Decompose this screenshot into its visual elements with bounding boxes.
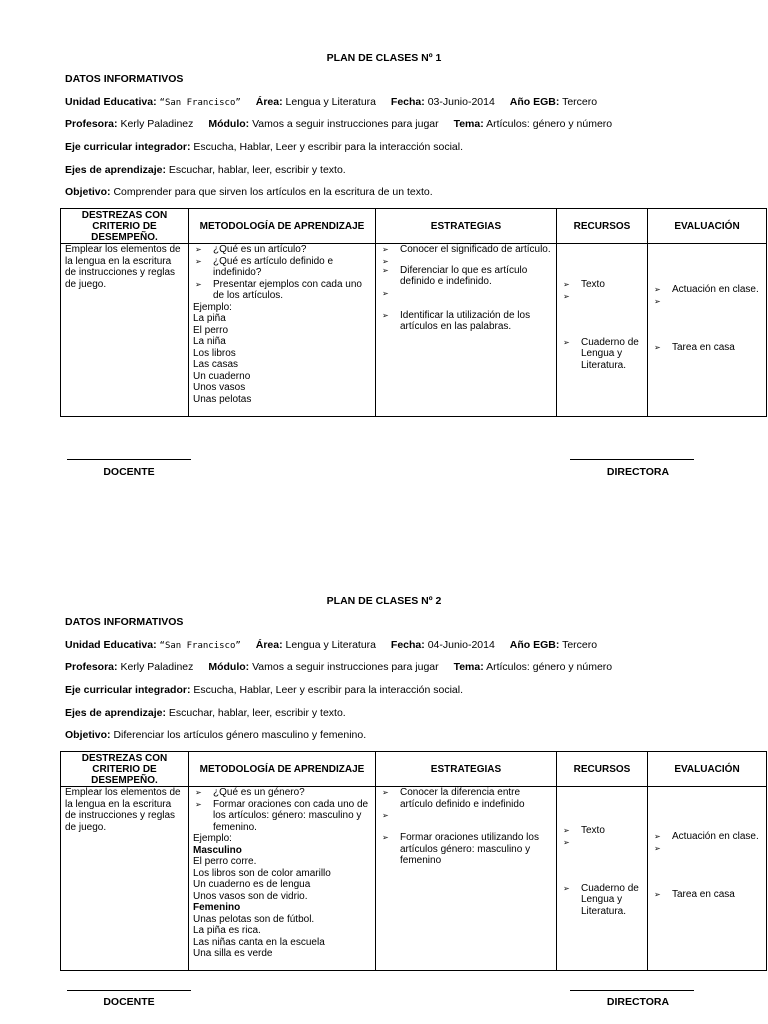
header-estrategias: ESTRATEGIAS <box>376 752 557 787</box>
directora-signature-line <box>570 459 694 460</box>
list-item: ➢ Presentar ejemplos con cada uno de los artículos. <box>193 279 371 302</box>
plan-table <box>60 751 767 971</box>
datos-informativos-heading: DATOS INFORMATIVOS <box>65 73 184 85</box>
metodologia-cell <box>189 787 376 971</box>
list-item: Las casas <box>193 359 239 370</box>
header-destrezas: DESTREZAS CON CRITERIO DE DESEMPEÑO. <box>61 752 189 787</box>
list-item: La piña es rica. <box>193 925 261 936</box>
list-item: ➢ Cuaderno de Lengua y Literatura. <box>561 337 643 372</box>
header-destrezas: DESTREZAS CON CRITERIO DE DESEMPEÑO. <box>61 209 189 244</box>
list-item: Una silla es verde <box>193 948 273 959</box>
list-item: ➢ ¿Qué es artículo definido e indefinido? <box>193 256 371 279</box>
evaluacion-cell <box>648 787 767 971</box>
list-item: ➢ Cuaderno de Lengua y Literatura. <box>561 883 643 918</box>
list-item: Los libros son de color amarillo <box>193 867 331 879</box>
info-line-unidad: Unidad Educativa: “San Francisco” Área: Lengua y Literatura Fecha: 04-Junio-2014 Año EGB: Tercero <box>65 639 598 651</box>
list-item: ➢ Texto <box>561 825 643 837</box>
list-item: ➢ Formar oraciones utilizando los artículos género: masculino y femenino <box>380 832 552 867</box>
list-item: Las niñas canta en la escuela <box>193 936 325 948</box>
list-item: ➢ ¿Qué es un género? <box>193 787 371 799</box>
estrategias-cell <box>376 787 557 971</box>
datos-informativos-heading: DATOS INFORMATIVOS <box>65 616 184 628</box>
list-item: ➢ Texto <box>561 279 643 291</box>
list-item: Unas pelotas <box>193 393 252 405</box>
info-line-objetivo: Objetivo: Diferenciar los artículos género masculino y femenino. <box>65 729 367 741</box>
plan-title: PLAN DE CLASES Nº 2 <box>326 595 442 607</box>
list-item: ➢ Actuación en clase. <box>652 831 762 843</box>
info-line-unidad: Unidad Educativa: “San Francisco” Área: Lengua y Literatura Fecha: 03-Junio-2014 Año EGB: Tercero <box>65 96 598 108</box>
list-item: Un cuaderno <box>193 370 251 382</box>
evaluacion-cell <box>648 244 767 417</box>
list-item: ➢ Formar oraciones con cada uno de los artículos: género: masculino y femenino. <box>193 799 371 834</box>
plan-table <box>60 208 767 417</box>
list-item: Los libros <box>193 347 236 359</box>
docente-label: DOCENTE <box>103 466 155 478</box>
destrezas-cell: Emplear los elementos de la lengua en la escritura de instrucciones y reglas de juego. <box>61 787 189 971</box>
list-item: ➢ ¿Qué es un artículo? <box>193 244 371 256</box>
info-line-eje: Eje curricular integrador: Escucha, Hablar, Leer y escribir para la interacción social. <box>65 684 464 696</box>
list-item: ➢ Identificar la utilización de los artículos en las palabras. <box>380 310 552 333</box>
info-line-eje: Eje curricular integrador: Escucha, Hablar, Leer y escribir para la interacción social. <box>65 141 464 153</box>
list-item: ➢ Conocer el significado de artículo. <box>380 244 552 256</box>
list-item: Unas pelotas son de fútbol. <box>193 913 315 925</box>
info-line-profesora: Profesora: Kerly Paladinez Módulo: Vamos a seguir instrucciones para jugar Tema: Artículos: género y número <box>65 661 613 673</box>
list-item: ➢ Conocer la diferencia entre artículo definido e indefinido <box>380 787 552 810</box>
list-item: El perro <box>193 324 229 336</box>
header-metodologia: METODOLOGÍA DE APRENDIZAJE <box>189 209 376 244</box>
header-estrategias: ESTRATEGIAS <box>376 209 557 244</box>
list-item: El perro corre. <box>193 856 257 867</box>
header-metodologia: METODOLOGÍA DE APRENDIZAJE <box>189 752 376 787</box>
list-item: ➢ Tarea en casa <box>652 342 762 354</box>
directora-signature-line <box>570 990 694 991</box>
docente-label: DOCENTE <box>103 996 155 1008</box>
info-line-ejes: Ejes de aprendizaje: Escuchar, hablar, leer, escribir y texto. <box>65 164 346 176</box>
info-line-profesora: Profesora: Kerly Paladinez Módulo: Vamos a seguir instrucciones para jugar Tema: Artículos: género y número <box>65 118 613 130</box>
header-recursos: RECURSOS <box>557 209 648 244</box>
list-item: Unos vasos <box>193 382 246 393</box>
femenino-label: Femenino <box>193 902 241 913</box>
list-item: Un cuaderno es de lengua <box>193 879 311 890</box>
masculino-label: Masculino <box>193 844 242 856</box>
plan-title: PLAN DE CLASES Nº 1 <box>326 52 442 64</box>
list-item: Unos vasos son de vidrio. <box>193 890 308 902</box>
info-line-ejes: Ejes de aprendizaje: Escuchar, hablar, leer, escribir y texto. <box>65 707 346 719</box>
docente-signature-line <box>67 459 191 460</box>
header-recursos: RECURSOS <box>557 752 648 787</box>
recursos-cell <box>557 244 648 417</box>
list-item: La piña <box>193 313 226 324</box>
list-item: ➢ Tarea en casa <box>652 889 762 901</box>
destrezas-cell: Emplear los elementos de la lengua en la escritura de instrucciones y reglas de juego. <box>61 244 189 417</box>
estrategias-cell <box>376 244 557 417</box>
info-line-objetivo: Objetivo: Comprender para que sirven los artículos en la escritura de un texto. <box>65 186 433 198</box>
directora-label: DIRECTORA <box>606 996 670 1008</box>
list-item: ➢ Diferenciar lo que es artículo definido e indefinido. <box>380 265 552 288</box>
header-evaluacion: EVALUACIÓN <box>648 752 767 787</box>
metodologia-cell <box>189 244 376 417</box>
header-evaluacion: EVALUACIÓN <box>648 209 767 244</box>
docente-signature-line <box>67 990 191 991</box>
ejemplo-label: Ejemplo: <box>193 301 232 313</box>
list-item: ➢ Actuación en clase. <box>652 284 762 296</box>
list-item: La niña <box>193 336 226 347</box>
directora-label: DIRECTORA <box>606 466 670 478</box>
ejemplo-label: Ejemplo: <box>193 833 232 844</box>
recursos-cell <box>557 787 648 971</box>
